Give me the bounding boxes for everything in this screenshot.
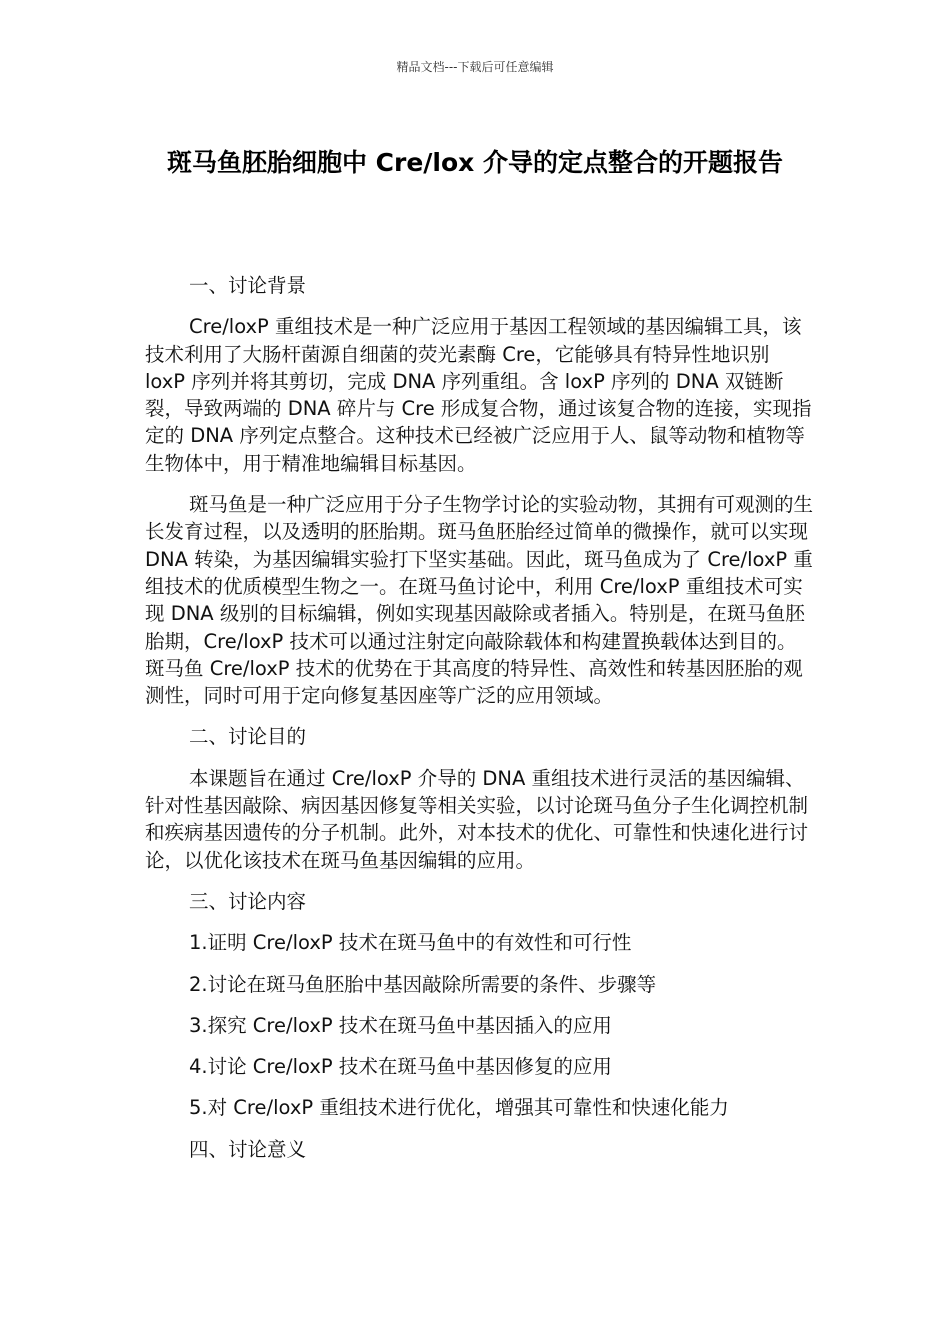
content-list-item: 5.对 Cre/loxP 重组技术进行优化，增强其可靠性和快速化能力 bbox=[189, 1096, 729, 1120]
background-paragraph-2: 斑马鱼是一种广泛应用于分子生物学讨论的实验动物，其拥有可观测的生长发育过程，以及透明的胚胎期。斑马鱼胚胎经过简单的微操作，就可以实现 DNA 转染，为基因编辑实验打下坚实基础。因此，斑马鱼成为了 Cre/loxP 重组技术的优质模型生物之一。在斑马鱼讨论中，利用 Cre/loxP 重组技术可实现 DNA 级别的目标编辑，例如实现基因敲除或者插入。特别是，在斑马鱼胚胎期，Cre/loxP 技术可以通过注射定向敲除载体和构建置换载体达到目的。斑马鱼 Cre/loxP 技术的优势在于其高度的特异性、高效性和转基因胚胎的观测性，同时可用于定向修复基因座等广泛的应用领域。 bbox=[145, 493, 814, 708]
section-heading-purpose: 二、讨论目的 bbox=[189, 725, 307, 749]
section-heading-significance: 四、讨论意义 bbox=[189, 1137, 307, 1161]
purpose-paragraph: 本课题旨在通过 Cre/loxP 介导的 DNA 重组技术进行灵活的基因编辑、针对性基因敲除、病因基因修复等相关实验，以讨论斑马鱼分子生化调控机制和疾病基因遗传的分子机制。此外，对本技术的优化、可靠性和快速化进行讨论，以优化该技术在斑马鱼基因编辑的应用。 bbox=[145, 766, 809, 872]
section-heading-background: 一、讨论背景 bbox=[189, 274, 307, 297]
background-paragraph-1: Cre/loxP 重组技术是一种广泛应用于基因工程领域的基因编辑工具，该技术利用了大肠杆菌源自细菌的荧光素酶 Cre，它能够具有特异性地识别 loxP 序列并将其剪切，完成 DNA 序列重组。含 loxP 序列的 DNA 双链断裂，导致两端的 DNA 碎片与 Cre 形成复合物，通过该复合物的连接，实现指定的 DNA 序列定点整合。这种技术已经被广泛应用于人、鼠等动物和植物等生物体中，用于精准地编辑目标基因。 bbox=[145, 315, 812, 475]
page-header-note: 精品文档---下载后可任意编辑 bbox=[396, 60, 554, 74]
document-body bbox=[145, 272, 813, 1177]
content-list-item: 2.讨论在斑马鱼胚胎中基因敲除所需要的条件、步骤等 bbox=[189, 972, 657, 996]
document-title: 斑马鱼胚胎细胞中 Cre/lox 介导的定点整合的开题报告 bbox=[166, 148, 784, 177]
section-heading-content: 三、讨论内容 bbox=[189, 889, 307, 913]
content-list-item: 1.证明 Cre/loxP 技术在斑马鱼中的有效性和可行性 bbox=[189, 931, 632, 955]
content-list-item: 4.讨论 Cre/loxP 技术在斑马鱼中基因修复的应用 bbox=[189, 1055, 612, 1079]
content-list-item: 3.探究 Cre/loxP 技术在斑马鱼中基因插入的应用 bbox=[189, 1013, 612, 1037]
